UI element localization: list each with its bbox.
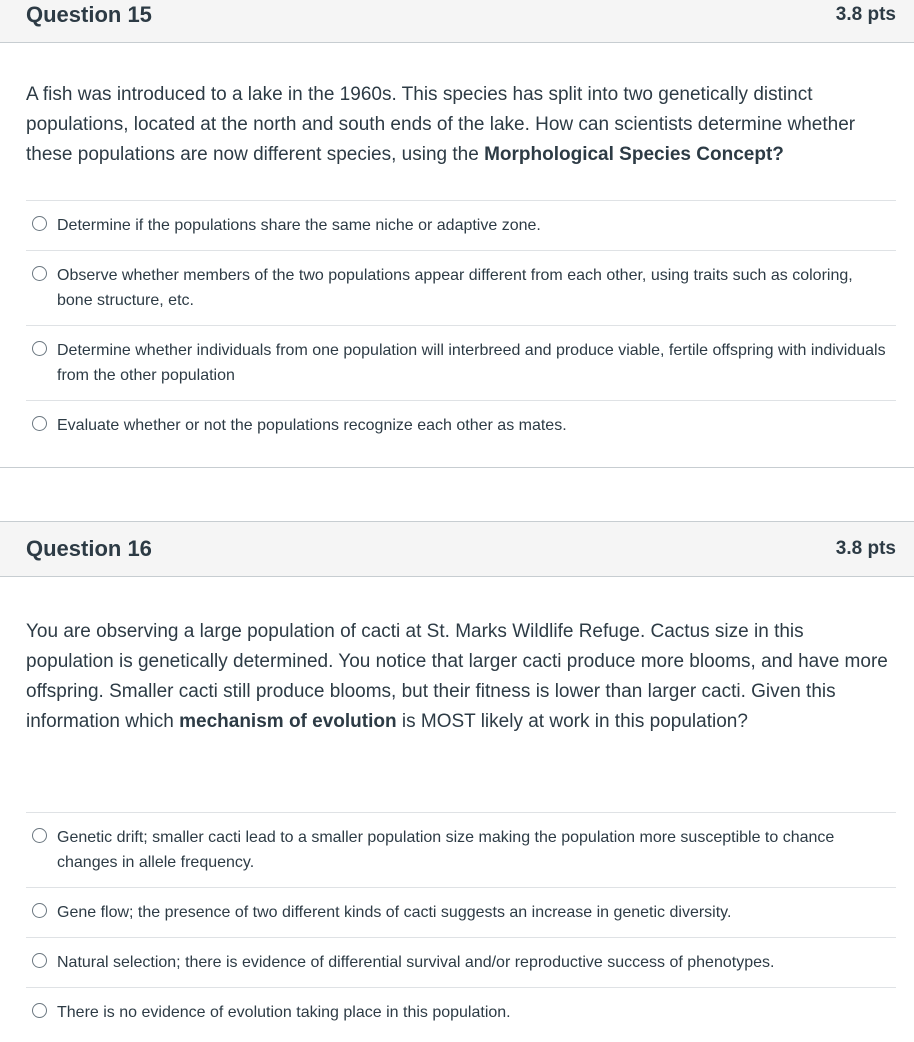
- answer-label: Natural selection; there is evidence of differential survival and/or reproductive success of phenotypes.: [57, 954, 775, 971]
- radio-button[interactable]: [32, 953, 47, 968]
- answer-label: There is no evidence of evolution taking place in this population.: [57, 1004, 511, 1021]
- question-text-part: is MOST likely at work in this population?: [396, 711, 748, 732]
- question-header: [0, 522, 914, 577]
- question-text: [26, 617, 894, 737]
- question-title: Question 16: [26, 536, 152, 561]
- answer-option[interactable]: [26, 812, 896, 887]
- question-points: 3.8 pts: [835, 4, 896, 25]
- radio-button[interactable]: [32, 216, 47, 231]
- answer-label: Determine if the populations share the same niche or adaptive zone.: [57, 217, 541, 234]
- answer-label: Genetic drift; smaller cacti lead to a smaller population size making the population more susceptible to chance changes in allele frequency.: [57, 829, 835, 871]
- answer-label: Evaluate whether or not the populations recognize each other as mates.: [57, 417, 567, 434]
- radio-button[interactable]: [32, 1003, 47, 1018]
- radio-button[interactable]: [32, 828, 47, 843]
- question-text-bold: Morphological Species Concept?: [484, 144, 784, 165]
- question-text-part: A fish was introduced to a lake in the 1960s. This species has split into two genetically distinct populations, located at the north and south ends of the lake. How can scientists determine whether these populations are now different species, using the: [26, 84, 856, 165]
- question-header: [0, 0, 914, 43]
- question-text: [26, 80, 894, 170]
- question-points: 3.8 pts: [835, 538, 896, 559]
- radio-button[interactable]: [32, 416, 47, 431]
- radio-button[interactable]: [32, 341, 47, 356]
- radio-button[interactable]: [32, 903, 47, 918]
- answer-option[interactable]: [26, 937, 896, 987]
- answer-label: Determine whether individuals from one population will interbreed and produce viable, fertile offspring with individuals from the other population: [57, 342, 886, 384]
- answer-label: Gene flow; the presence of two different kinds of cacti suggests an increase in genetic diversity.: [57, 904, 732, 921]
- answer-label: Observe whether members of the two populations appear different from each other, using traits such as coloring, bone structure, etc.: [57, 267, 853, 309]
- answer-option[interactable]: [26, 400, 896, 450]
- question-16: [0, 521, 914, 1042]
- answer-option[interactable]: [26, 250, 896, 325]
- answer-option[interactable]: [26, 987, 896, 1037]
- answer-option[interactable]: [26, 200, 896, 250]
- radio-button[interactable]: [32, 266, 47, 281]
- question-text-bold: mechanism of evolution: [179, 711, 397, 732]
- question-title: Question 15: [26, 2, 152, 27]
- answer-option[interactable]: [26, 887, 896, 937]
- answer-list: [26, 812, 896, 1037]
- question-15: [0, 0, 914, 468]
- question-text-part: You are observing a large population of cacti at St. Marks Wildlife Refuge. Cactus size in this population is genetically determined. You notice that larger cacti produce more blooms, and have more offspring. Smaller cacti still produce blooms, but their fitness is lower than larger cacti. Given this information which: [26, 621, 888, 732]
- answer-option[interactable]: [26, 325, 896, 400]
- answer-list: [26, 200, 896, 450]
